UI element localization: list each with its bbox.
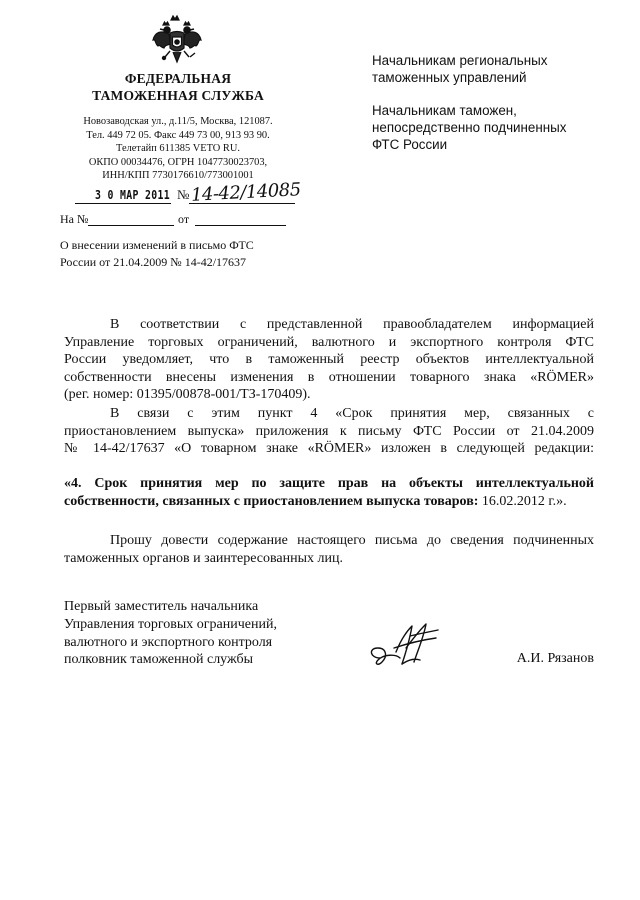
signatory-title-line: валютного и экспортного контроля [64,634,273,650]
body-line: собственности внесены изменения в отношении товарного знака «RÖMER» [64,369,594,385]
addressee-line: таможенных управлений [372,70,527,85]
org-contacts [60,115,296,183]
org-name-line: ТАМОЖЕННАЯ СЛУЖБА [92,88,264,103]
contact-line: Телетайп 611385 VETO RU. [116,143,240,155]
body-line: № 14-42/17637 «О товарном знаке «RÖMER» изложен в следующей редакции: [64,441,594,457]
body-line: (рег. номер: 01395/00878-001/ТЗ-170409). [64,387,311,403]
body-paragraph-2 [64,405,594,458]
addressees [372,52,612,169]
registration-line [75,179,302,208]
number-label: № [177,187,190,202]
body-line: В связи с этим пункт 4 «Срок принятия мер, связанных с [110,406,594,421]
body-line: В соответствии с представленной правообладателем информацией [110,317,594,332]
addressee-line: непосредственно подчиненных [372,120,567,135]
ref-from-underline [195,225,286,226]
body-paragraph-3 [64,475,594,510]
emblem-icon [151,14,203,68]
signatory-title-line: полковник таможенной службы [64,652,254,668]
body-line: России уведомляет, что в таможенный реестр объектов интеллектуальной [64,352,594,368]
body-line: Управление торговых ограничений, валютного и экспортного контроля ФТС [64,334,594,350]
body-line [64,493,594,511]
body-paragraph-4 [64,532,594,567]
addressee-line: Начальникам региональных [372,53,548,68]
addressee-line: ФТС России [372,137,448,152]
handwritten-signature [366,618,444,676]
addressee-group [372,102,612,153]
body-line: приостановлением выпуска» приложения к письму ФТС России от 21.04.2009 [64,423,594,439]
ref-number-label: На № [60,212,89,226]
letter-subject [60,237,300,271]
body-line: Прошу довести содержание настоящего письма до сведения подчиненных [110,533,594,548]
addressee-line: Начальникам таможен, [372,103,517,118]
reference-line [60,210,300,228]
registration-date-stamp: 3 0 МАР 2011 [95,188,171,202]
body-text-date: 16.02.2012 г.». [478,493,567,509]
subject-line: О внесении изменений в письмо ФТС [60,238,254,252]
contact-line: Новозаводская ул., д.11/5, Москва, 121087. [83,116,273,127]
body-paragraph-1 [64,316,594,404]
number-underline [189,203,295,204]
signatory-title-line: Управления торговых ограничений, [64,616,277,632]
ref-from-label: от [178,212,190,226]
subject-line: России от 21.04.2009 № 14-42/17637 [60,255,247,269]
addressee-group [372,52,612,86]
body-line-bold: «4. Срок принятия мер по защите прав на объекты интеллектуальной [64,476,594,491]
body-text-bold: собственности, связанных с приостановлением выпуска товаров: [64,493,479,509]
date-underline [75,203,171,204]
contact-line: ОКПО 00034476, ОГРН 1047730023703, [88,156,268,168]
org-name [60,70,296,104]
contact-line: ИНН/КПП 7730176610/773001001 [102,170,254,182]
ref-number-underline [88,225,174,226]
org-name-line: ФЕДЕРАЛЬНАЯ [124,71,232,86]
signatory-title-line: Первый заместитель начальника [64,599,259,614]
body-line: таможенных органов и заинтересованных лиц. [64,550,343,566]
contact-line: Тел. 449 72 05. Факс 449 73 00, 913 93 90. [86,129,270,141]
registration-number: 14-42/14085 [190,179,302,206]
signatory-name: А.И. Рязанов [516,651,594,666]
signatory-title [64,598,324,669]
